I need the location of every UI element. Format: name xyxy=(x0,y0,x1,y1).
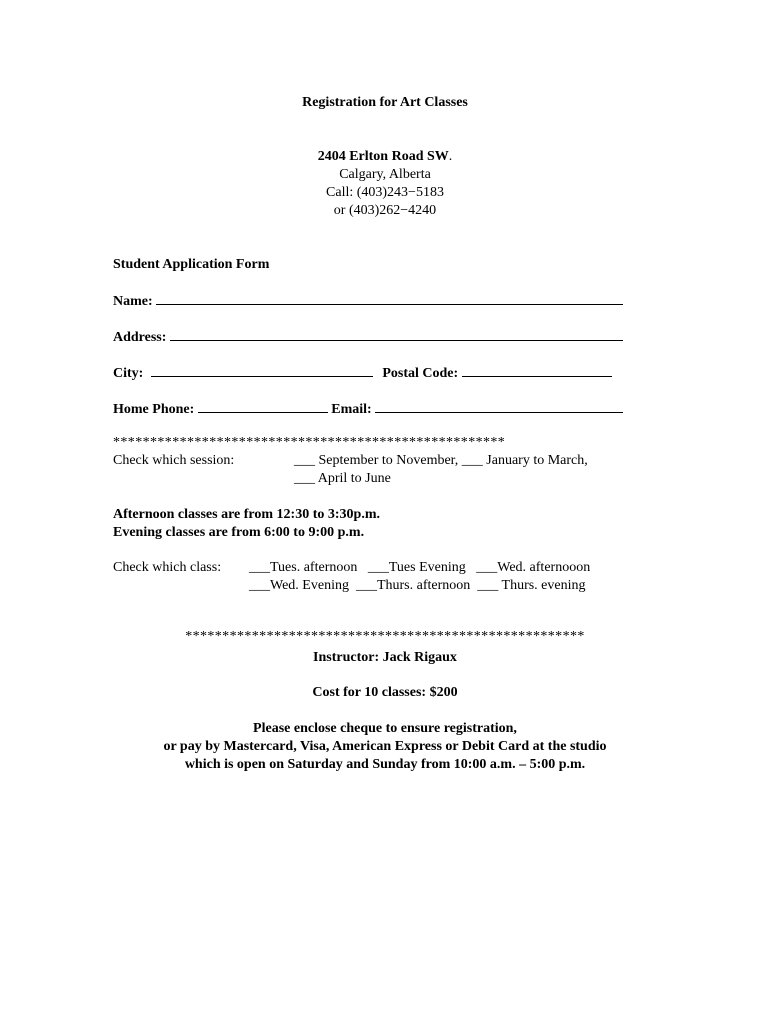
phone-primary: Call: (403)243−5183 xyxy=(326,185,444,200)
address-city: Calgary, Alberta xyxy=(339,167,431,182)
payment-line3: which is open on Saturday and Sunday from 10:00 a.m. – 5:00 p.m. xyxy=(184,757,586,772)
session-options-line1[interactable]: ___ September to November, ___ January to March, xyxy=(294,453,588,468)
session-label: Check which session: xyxy=(113,453,235,468)
street-punct: . xyxy=(448,149,453,164)
form-heading: Student Application Form xyxy=(113,257,270,272)
address-row xyxy=(113,326,623,347)
instructor-line: Instructor: Jack Rigaux xyxy=(313,650,457,665)
email-label: Email: xyxy=(331,402,372,417)
name-label: Name: xyxy=(113,294,153,309)
postal-code-field[interactable] xyxy=(462,362,612,377)
payment-line2: or pay by Mastercard, Visa, American Express or Debit Card at the studio xyxy=(163,739,607,754)
payment-line1: Please enclose cheque to ensure registration, xyxy=(253,721,517,736)
phone-secondary: or (403)262−4240 xyxy=(333,203,437,218)
class-label: Check which class: xyxy=(113,560,222,575)
email-field[interactable] xyxy=(375,398,623,413)
city-row xyxy=(113,362,612,383)
afternoon-times: Afternoon classes are from 12:30 to 3:30p.m. xyxy=(113,507,380,522)
address-field[interactable] xyxy=(170,326,623,341)
city-label: City: xyxy=(113,366,144,381)
address-label: Address: xyxy=(113,330,167,345)
home-phone-field[interactable] xyxy=(198,398,328,413)
class-options-line2[interactable]: ___Wed. Evening ___Thurs. afternoon ___ Thurs. evening xyxy=(249,578,586,593)
separator-top: ***************************************************** xyxy=(113,435,506,450)
postal-label: Postal Code: xyxy=(382,366,459,381)
home-phone-label: Home Phone: xyxy=(113,402,195,417)
address-street xyxy=(0,148,770,166)
separator-bottom: ****************************************************** xyxy=(185,629,585,644)
cost-line: Cost for 10 classes: $200 xyxy=(312,685,458,700)
phone-email-row xyxy=(113,398,623,419)
session-options-line2[interactable]: ___ April to June xyxy=(294,471,391,486)
city-field[interactable] xyxy=(151,362,373,377)
class-options-line1[interactable]: ___Tues. afternoon ___Tues Evening ___Wed. afternooon xyxy=(249,560,591,575)
evening-times: Evening classes are from 6:00 to 9:00 p.m. xyxy=(113,525,365,540)
name-field[interactable] xyxy=(156,290,623,305)
name-row xyxy=(113,290,623,311)
page-title: Registration for Art Classes xyxy=(302,95,468,110)
street-text: 2404 Erlton Road SW xyxy=(317,149,449,164)
